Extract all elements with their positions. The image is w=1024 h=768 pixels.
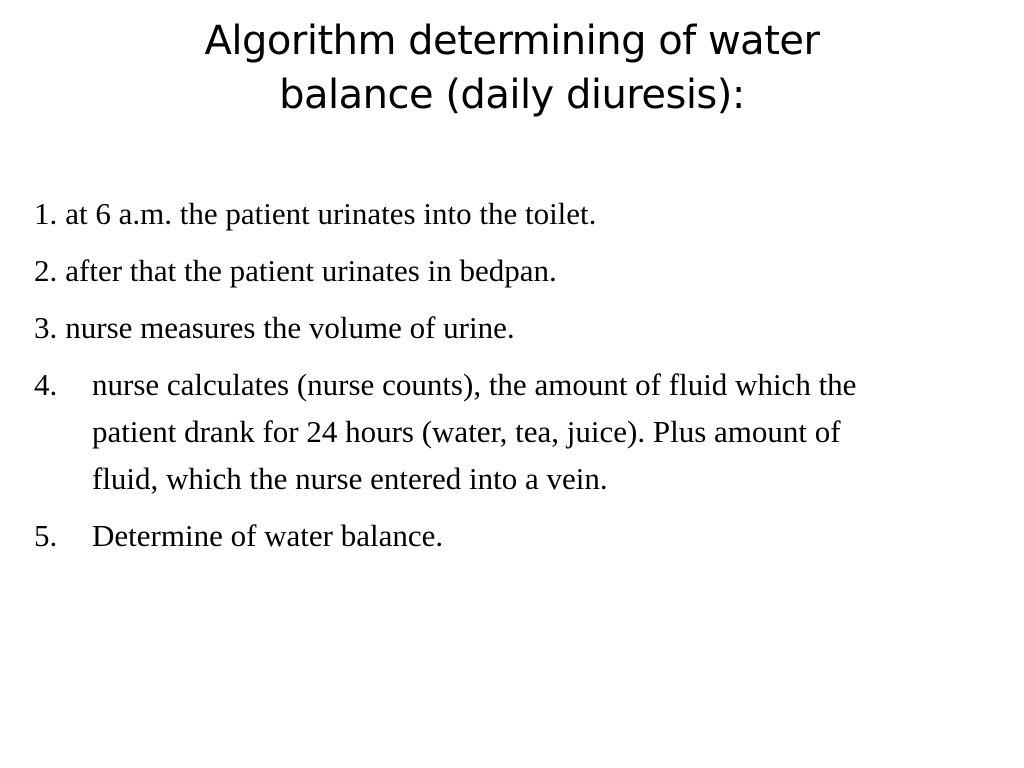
numbered-list [34,190,874,569]
list-item-3 [34,304,874,351]
list-item-1 [34,190,874,237]
slide-title-line-2: balance (daily diuresis): [279,72,745,118]
list-item-number: 1. [34,196,58,231]
list-item-number: 5. [34,518,58,553]
list-item-text: nurse measures the volume of urine. [65,310,515,345]
slide-title-line-1: Algorithm determining of water [204,18,820,64]
list-item-text: nurse calculates (nurse counts), the amount of fluid which the patient drank for 24 hours (water, tea, juice). Plus amount of fluid, which the nurse entered into a vein. [92,367,857,496]
list-item-text: Determine of water balance. [92,518,444,553]
list-item-5 [34,512,874,559]
list-item-text: at 6 a.m. the patient urinates into the toilet. [65,196,597,231]
list-item-2 [34,247,874,294]
list-item-4 [34,361,874,502]
list-item-number: 2. [34,253,58,288]
slide-title [80,14,944,122]
list-item-number: 3. [34,310,58,345]
list-item-number: 4. [34,367,58,402]
list-item-text: after that the patient urinates in bedpan. [65,253,557,288]
